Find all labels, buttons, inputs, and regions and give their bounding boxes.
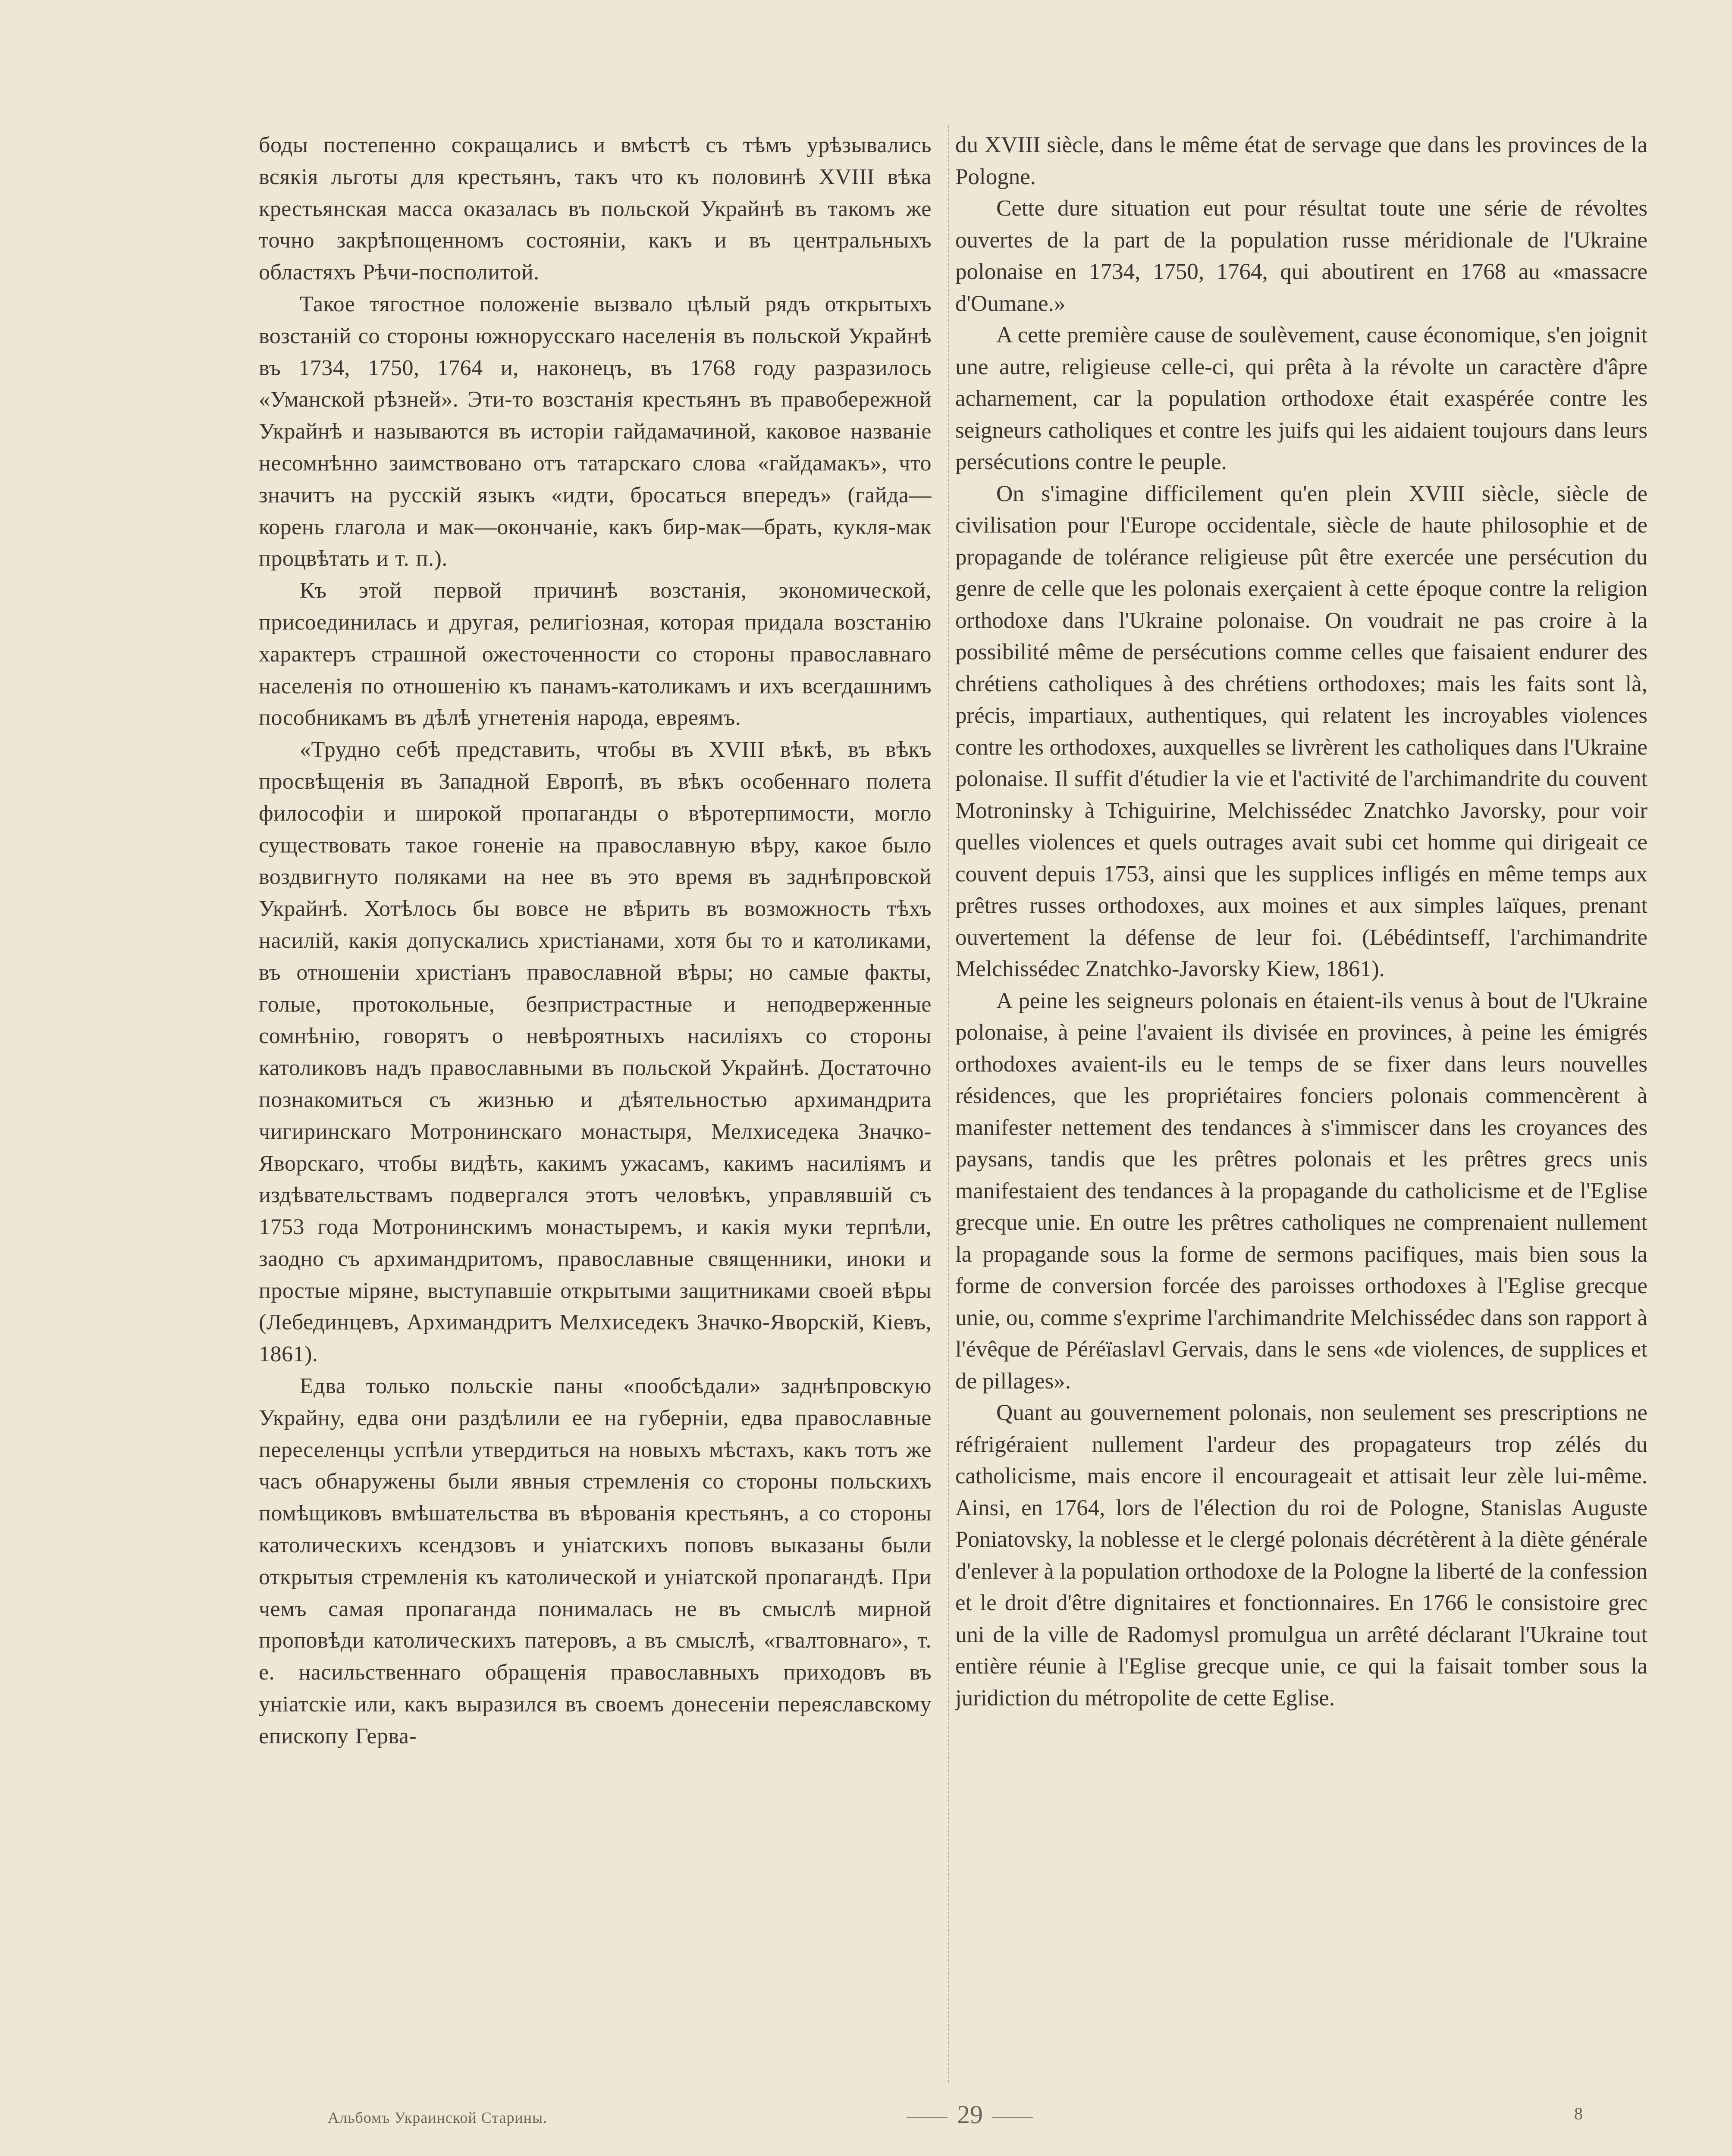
russian-text-column	[259, 129, 932, 2083]
paragraph: A cette première cause de soulèvement, cause économique, s'en joignit une autre, religieuse celle-ci, qui prêta à la révolte un caractère d'âpre acharnement, car la population orthodoxe était exaspérée contre les seigneurs catholiques et contre les juifs qui les aidaient toujours dans leurs persécutions contre le peuple.	[955, 323, 1647, 474]
page-number-text: 29	[957, 2100, 983, 2129]
french-text-column	[955, 129, 1647, 2083]
paragraph: боды постепенно сокращались и вмѣстѣ съ тѣмъ урѣзывались всякія льготы для крестьянъ, такъ что къ половинѣ XVIII вѣка крестьянская масса оказалась въ польской Украйнѣ въ такомъ же точно закрѣпощенномъ состояніи, какъ и въ центральныхъ областяхъ Рѣчи-посполитой.	[259, 133, 932, 285]
paragraph: A peine les seigneurs polonais en étaient-ils venus à bout de l'Ukraine polonaise, à peine l'avaient ils divisée en provinces, à peine les émigrés orthodoxes avaient-ils eu le temps de se fixer dans leurs nouvelles résidences, que les propriétaires fonciers polonais commencèrent à manifester nettement des tendances à s'immiscer dans les croyances des paysans, tandis que les prêtres polonais et les prêtres grecs unis manifestaient des tendances à la propagande du catholicisme et de l'Eglise grecque unie. En outre les prêtres catholiques ne comprenaient nullement la propagande sous la forme de sermons pacifiques, mais bien sous la forme de conversion forcée des paroisses orthodoxes à l'Eglise grecque unie, ou, comme s'exprime l'archimandrite Melchissédec dans son rapport à l'évêque de Péréïaslavl Gervais, dans le sens «de violences, de supplices et de pillages».	[955, 988, 1647, 1394]
sheet-number: 8	[1574, 2104, 1583, 2123]
paragraph: On s'imagine difficilement qu'en plein XVIII siècle, siècle de civilisation pour l'Europe occidentale, siècle de haute philosophie et de propagande de tolérance religieuse pût être exercée une persécution du genre de celle que les polonais exerçaient à cette époque contre la religion orthodoxe dans l'Ukraine polonaise. On voudrait ne pas croire à la possibilité même de persécutions comme celles que faisaient endurer des chrétiens catholiques à des chrétiens orthodoxes; mais les faits sont là, précis, impartiaux, authentiques, qui relatent les incroyables violences contre les orthodoxes, auxquelles se livrèrent les catholiques dans l'Ukraine polonaise. Il suffit d'étudier la vie et l'activité de l'archimandrite du couvent Motroninsky à Tchiguirine, Melchissédec Znatchko Javorsky, pour voir quelles violences et quels outrages avait subi cet homme qui dirigeait ce couvent depuis 1753, ainsi que les supplices infligés en même temps aux prêtres russes orthodoxes, aux moines et aux simples laïques, prenant ouvertement la défense de leur foi. (Lébédintseff, l'archimandrite Melchissédec Znatchko-Javorsky Kiew, 1861).	[955, 481, 1647, 981]
paragraph: Такое тягостное положеніе вызвало цѣлый рядъ открытыхъ возстаній со стороны южнорусскаго населенія въ польской Украйнѣ въ 1734, 1750, 1764 и, наконецъ, въ 1768 году разразилось «Уманской рѣзней». Эти-то возстанія крестьянъ въ правобережной Украйнѣ и называются въ исторіи гайдамачиной, каковое названіе несомнѣнно заимствовано отъ татарскаго слова «гайдамакъ», что значитъ на русскій языкъ «идти, бросаться впередъ» (гайда—корень глагола и мак—окончаніе, какъ бир-мак—брать, кукля-мак процвѣтать и т. п.).	[259, 291, 932, 571]
paragraph: «Трудно себѣ представить, чтобы въ XVIII вѣкѣ, въ вѣкъ просвѣщенія въ Западной Европѣ, въ вѣкъ особеннаго полета философіи и широкой пропаганды о вѣротерпимости, могло существовать такое гоненіе на православную вѣру, какое было воздвигнуто поляками на нее въ это время въ заднѣпровской Украйнѣ. Хотѣлось бы вовсе не вѣрить въ возможность тѣхъ насилій, какія допускались христіанами, хотя бы то и католиками, въ отношеніи христіанъ православной вѣры; но самые факты, голые, протокольные, безпристрастные и неподверженные сомнѣнію, говорятъ о невѣроятныхъ насиліяхъ со стороны католиковъ надъ православными въ польской Украйнѣ. Достаточно познакомиться съ жизнью и дѣятельностью архимандрита чигиринскаго Мотронинскаго монастыря, Мелхиседека Значко-Яворскаго, чтобы видѣть, какимъ ужасамъ, какимъ насиліямъ и издѣвательствамъ подвергался этотъ человѣкъ, управлявшій съ 1753 года Мотронинскимъ монастыремъ, и какія муки терпѣли, заодно съ архимандритомъ, православные священники, иноки и простые міряне, выступавшіе открытыми защитниками своей вѣры (Лебединцевъ, Архимандритъ Мелхиседекъ Значко-Яворскій, Кіевъ, 1861).	[259, 737, 932, 1367]
dash-left	[907, 2117, 948, 2118]
paragraph: du XVIII siècle, dans le même état de servage que dans les provinces de la Pologne.	[955, 132, 1647, 189]
paragraph: Къ этой первой причинѣ возстанія, экономической, присоединилась и другая, религіозная, которая придала возстанію характеръ страшной ожесточенности со стороны православнаго населенія по отношенію къ панамъ-католикамъ и ихъ всегдашнимъ пособникамъ въ дѣлѣ угнетенія народа, евреямъ.	[259, 578, 932, 730]
album-title-footer: Альбомъ Украинской Старины.	[328, 2109, 548, 2126]
dash-right	[992, 2117, 1033, 2118]
page-number	[897, 2100, 1043, 2130]
paragraph: Quant au gouvernement polonais, non seulement ses prescriptions ne réfrigéraient nullement l'ardeur des propagateurs trop zélés du catholicisme, mais encore il encourageait et attisait leur zèle lui-même. Ainsi, en 1764, lors de l'élection du roi de Pologne, Stanislas Auguste Poniatovsky, la noblesse et le clergé polonais décrétèrent à la diète générale d'enlever à la population orthodoxe de la Pologne la liberté de la confession et le droit d'être dignitaires et fonctionnaires. En 1766 le consistoire grec uni de la ville de Radomysl promulgua un arrêté déclarant l'Ukraine tout entière réunie à l'Eglise grecque unie, ce qui la faisait tomber sous la juridiction du métropolite de cette Eglise.	[955, 1400, 1647, 1711]
paragraph: Едва только польскіе паны «пообсѣдали» заднѣпровскую Украйну, едва они раздѣлили ее на губерніи, едва православные переселенцы успѣли утвердиться на новыхъ мѣстахъ, какъ тотъ же часъ обнаружены были явныя стремленія со стороны польскихъ помѣщиковъ вмѣшательства въ вѣрованія крестьянъ, а со стороны католическихъ ксендзовъ и уніатскихъ поповъ выказаны были открытыя стремленія къ католической и уніатской пропагандѣ. При чемъ самая пропаганда понималась не въ смыслѣ мирной проповѣди католическихъ патеровъ, а въ смыслѣ, «гвалтовнаго», т. е. насильственнаго обращенія православныхъ приходовъ въ уніатскіе или, какъ выразился въ своемъ донесеніи переяславскому епископу Герва-	[259, 1374, 932, 1749]
paragraph: Cette dure situation eut pour résultat toute une série de révoltes ouvertes de la part de la population russe méridionale de l'Ukraine polonaise en 1734, 1750, 1764, qui aboutirent en 1768 au «massacre d'Oumane.»	[955, 196, 1647, 316]
column-divider	[948, 125, 949, 2083]
